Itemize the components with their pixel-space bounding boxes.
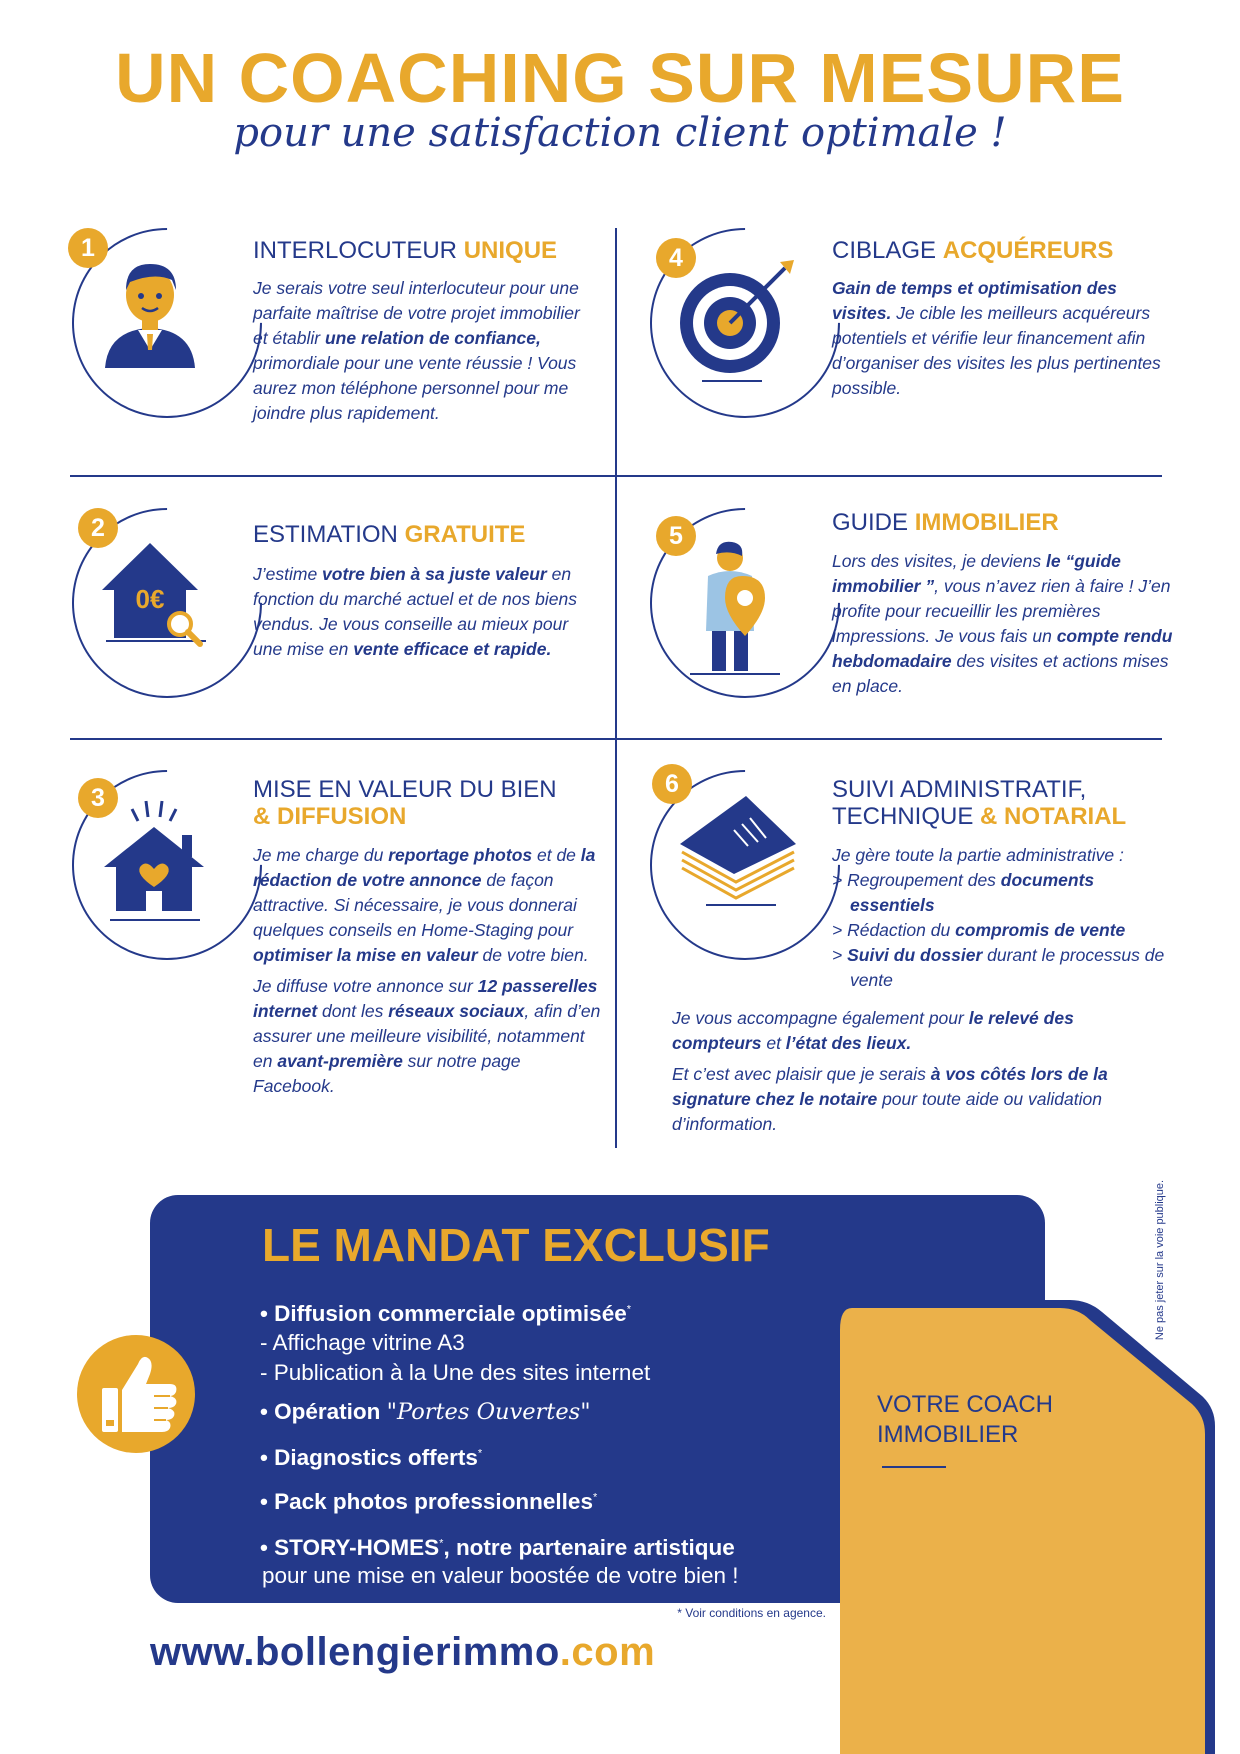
- body-text: primordiale pour une vente réussie ! Vous aurez mon téléphone personnel pour me joindre plus rapidement.: [253, 353, 577, 423]
- body-text: > Regroupement des: [832, 870, 1001, 890]
- emphasis-text: le “guide immobilier ”: [832, 551, 1121, 596]
- body-text: Je diffuse votre annonce sur: [253, 976, 478, 996]
- mandat-item: • Opération "Portes Ouvertes": [260, 1399, 591, 1425]
- emphasis-text: le relevé des compteurs: [672, 1008, 1074, 1053]
- target-icon: [672, 258, 797, 383]
- emphasis-text: réseaux sociaux: [388, 1001, 525, 1021]
- emphasis-text: la rédaction de votre annonce: [253, 845, 596, 890]
- body-text: , vous n’avez rien à faire ! J’en profite pour recueillir les premières impressions. Je vous fais un: [832, 576, 1171, 646]
- mandat-item-continuation: pour une mise en valeur boostée de votre bien !: [262, 1563, 739, 1588]
- documents-stack-icon: [676, 786, 801, 911]
- emphasis-text: compte rendu hebdomadaire: [832, 626, 1173, 671]
- step-number-badge: 3: [78, 778, 118, 818]
- body-text: > Rédaction du: [832, 920, 956, 940]
- body-text: sur notre page Facebook.: [253, 1051, 521, 1096]
- mandat-subitem: - Publication à la Une des sites internet: [260, 1360, 651, 1385]
- section-body: [832, 843, 1177, 993]
- body-text: , afin d’en assurer une meilleure visibilité, notamment en: [253, 1001, 601, 1071]
- body-text: J’estime: [253, 564, 323, 584]
- emphasis-text: votre bien à sa juste valeur: [322, 564, 547, 584]
- step-number-badge: 2: [78, 508, 118, 548]
- section-body: [832, 549, 1177, 699]
- section-title: CIBLAGE ACQUÉREURS: [832, 237, 1114, 264]
- body-text: des visites et actions mises en place.: [832, 651, 1169, 696]
- emphasis-text: avant-première: [277, 1051, 403, 1071]
- center-divider: [615, 228, 617, 1148]
- body-text: >: [832, 945, 848, 965]
- emphasis-text: une relation de confiance,: [324, 328, 541, 348]
- mandat-item: • Diagnostics offerts*: [260, 1445, 483, 1470]
- section-extra: [672, 1006, 1157, 1143]
- coach-label: VOTRE COACH IMMOBILIER: [877, 1391, 1054, 1448]
- body-text: de façon attractive. Si nécessaire, je vous donnerai quelques conseils en Home-Staging pour: [253, 870, 577, 940]
- emphasis-text: vente efficace et rapide.: [353, 639, 552, 659]
- mandat-subitem: - Affichage vitrine A3: [260, 1330, 465, 1355]
- house-estimate-icon: [100, 538, 210, 648]
- step-number-badge: 5: [656, 516, 696, 556]
- emphasis-text: à vos côtés lors de la signature chez le notaire: [672, 1064, 1108, 1109]
- section-body: [253, 843, 603, 1105]
- row-divider-2: [70, 738, 1162, 740]
- body-text: Je cible les meilleurs acquéreurs potentiels et vérifie leur financement afin d’organiser des visites les plus pertinentes possible.: [832, 303, 1161, 398]
- vertical-note: Ne pas jeter sur la voie publique.: [1154, 1179, 1166, 1341]
- businessman-icon: [100, 250, 200, 370]
- thumbs-up-icon: [98, 1350, 180, 1440]
- emphasis-text: compromis de vente: [955, 920, 1126, 940]
- emphasis-text: documents essentiels: [850, 870, 1095, 915]
- section-title: SUIVI ADMINISTRATIF, TECHNIQUE & NOTARIAL: [832, 776, 1127, 830]
- body-text: Et c’est avec plaisir que je serais: [672, 1064, 931, 1084]
- body-text: dont les: [317, 1001, 389, 1021]
- body-text: et: [761, 1033, 786, 1053]
- row-divider-1: [70, 475, 1162, 477]
- subtitle: pour une satisfaction client optimale !: [233, 110, 1007, 156]
- body-text: Je vous accompagne également pour: [672, 1008, 969, 1028]
- house-heart-icon: [96, 795, 216, 925]
- mandat-item: • Pack photos professionnelles*: [260, 1489, 598, 1514]
- emphasis-text: Suivi du dossier: [847, 945, 983, 965]
- step-number-badge: 1: [68, 228, 108, 268]
- section-body: [253, 562, 598, 662]
- body-text: Je me charge du: [253, 845, 389, 865]
- body-text: Je serais votre seul interlocuteur pour une parfaite maîtrise de votre projet immobilier et établir: [253, 278, 580, 348]
- footnote: * Voir conditions en agence.: [677, 1606, 826, 1620]
- body-text: durant le processus de vente: [850, 945, 1165, 990]
- section-title: ESTIMATION GRATUITE: [253, 521, 526, 548]
- body-text: pour toute aide ou validation d’information.: [672, 1089, 1102, 1134]
- admin-bullet: [832, 868, 1177, 918]
- step-number-badge: 6: [652, 764, 692, 804]
- section-body: [253, 276, 598, 426]
- mandat-item: • STORY-HOMES*, notre partenaire artistique: [260, 1535, 735, 1560]
- section-title: INTERLOCUTEUR UNIQUE: [253, 237, 558, 264]
- mandat-title: LE MANDAT EXCLUSIF: [262, 1219, 770, 1271]
- admin-bullet: [832, 943, 1177, 993]
- emphasis-text: Gain de temps et optimisation des visites.: [832, 278, 1117, 323]
- section-body: [832, 276, 1172, 401]
- guide-person-icon: [690, 536, 780, 676]
- zero-euro-label: 0€: [135, 584, 165, 614]
- step-number-badge: 4: [656, 238, 696, 278]
- body-text: Lors des visites, je deviens: [832, 551, 1046, 571]
- body-text: de votre bien.: [477, 945, 589, 965]
- emphasis-text: 12 passerelles internet: [253, 976, 598, 1021]
- section-paragraph: [253, 974, 603, 1099]
- section-title: MISE EN VALEUR DU BIEN & DIFFUSION: [253, 776, 557, 830]
- body-text: et de: [532, 845, 581, 865]
- section-paragraph: [672, 1006, 1157, 1056]
- website-url[interactable]: www.bollengierimmo.com: [150, 1630, 656, 1674]
- coach-panel: [840, 1300, 1225, 1754]
- mandat-item: • Diffusion commerciale optimisée*: [260, 1301, 632, 1326]
- admin-intro: Je gère toute la partie administrative :: [832, 845, 1124, 865]
- section-title: GUIDE IMMOBILIER: [832, 509, 1059, 536]
- section-paragraph: [672, 1062, 1157, 1137]
- admin-bullet: [832, 918, 1177, 943]
- coach-underline: [882, 1466, 946, 1468]
- body-text: en fonction du marché actuel et de nos biens vendus. Je vous conseille au mieux pour une mise en: [253, 564, 577, 659]
- emphasis-text: reportage photos: [388, 845, 533, 865]
- section-paragraph: [253, 843, 603, 968]
- emphasis-text: optimiser la mise en valeur: [253, 945, 478, 965]
- emphasis-text: l’état des lieux.: [785, 1033, 912, 1053]
- main-title: UN COACHING SUR MESURE: [115, 39, 1125, 117]
